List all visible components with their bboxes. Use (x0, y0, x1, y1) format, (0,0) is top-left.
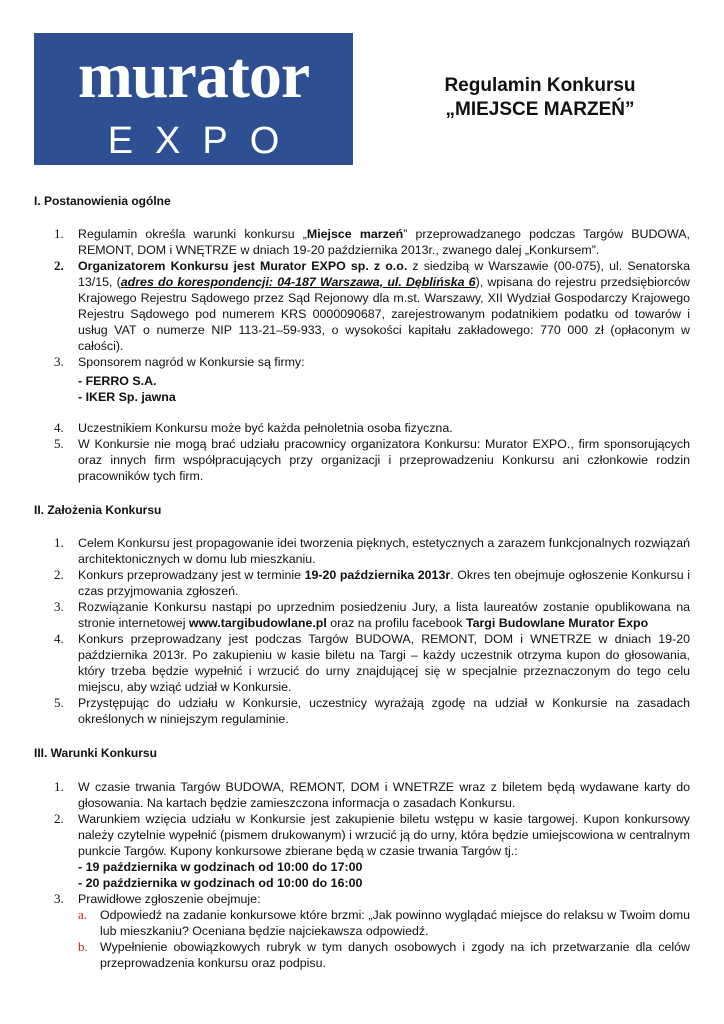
correspondence-address: adres do korespondencji: 04-187 Warszawa, ul. Dęblińska 6 (120, 275, 476, 289)
list-item: 5. Przystępując do udziału w Konkursie, uczestnicy wyrażają zgodę na udział w Konkursie na zasadach określonych w niniejszym regulaminie. (54, 695, 690, 726)
list-item: 4. Konkurs przeprowadzany jest podczas Targów BUDOWA, REMONT, DOM i WNETRZE w dniach 19-20 października 2013r. Po zakupieniu w kasie biletu na Targi – każdy uczestnik otrzyma kupon do głosowania, który trzeba będzie wypełnić i wrzucić do urny znajdującej się w specjalnie przeznaczonym do tego celu miejscu, aby wziąć udział w Konkursie. (54, 631, 690, 694)
list-item: 1. Regulamin określa warunki konkursu „Miejsce marzeń” przeprowadzanego podczas Targów BUDOWA, REMONT, DOM i WNĘTRZE w dniach 19-20 października 2013r., zwanego dalej „Konkursem”. (54, 226, 690, 257)
item-number: 1. (54, 226, 64, 241)
list-item: 5. W Konkursie nie mogą brać udziału pracownicy organizatora Konkursu: Murator EXPO., firm sponsorujących oraz innych firm współpracujących przy organizacji i przeprowadzeniu Konkursu ani członkowie rodzin pracowników tych firm. (54, 436, 690, 483)
facebook-profile-name: Targi Budowlane Murator Expo (465, 616, 649, 630)
sub-item-letter: b. (78, 939, 88, 954)
item-number: 2. (54, 811, 64, 826)
section-conditions-list (34, 779, 690, 971)
sponsor-list (78, 373, 176, 405)
item-number: 3. (54, 891, 64, 906)
list-item: 2. Organizatorem Konkursu jest Murator EXPO sp. z o.o. z siedzibą w Warszawie (00-075), ul. Senatorska 13/15, (adres do korespondencji: 04-187 Warszawa, ul. Dęblińska 6), wpisana do rejestru przedsiębiorców Krajowego Rejestru Sądowego przez Sąd Rejonowy dla m.st. Warszawy, XII Wydział Gospodarczy Krajowego Rejestru Sądowego pod numerem KRS 0000090687, zarejestrowanym podatnikiem podatku od towarów i usług VAT o numerze NIP 113-21–59-933, o wysokości kapitału zakładowego: 770 000 zł (opłaconym w całości). (54, 258, 691, 353)
list-item: 2. Konkurs przeprowadzany jest w terminie 19-20 października 2013r. Okres ten obejmuje ogłoszenie Konkursu i czas przyjmowania zgłoszeń. (54, 567, 690, 598)
list-item: 3. Sponsorem nagród w Konkursie są firmy: (54, 354, 305, 369)
item-number: 3. (54, 599, 64, 614)
murator-expo-logo (34, 33, 353, 165)
section-heading-conditions: III. Warunki Konkursu (34, 746, 157, 760)
list-item: 4. Uczestnikiem Konkursu może być każda pełnoletnia osoba fizyczna. (54, 420, 453, 435)
list-item: 1. W czasie trwania Targów BUDOWA, REMONT, DOM i WNETRZE wraz z biletem będą wydawane karty do głosowania. Na kartach będzie zamieszczona informacja o zasadach Konkursu. (54, 779, 690, 810)
sub-item-letter: a. (78, 907, 88, 922)
sub-list-item: a. Odpowiedź na zadanie konkursowe które brzmi: „Jak powinno wyglądać miejsce do relaksu w Twoim domu lub mieszkaniu? Oceniana będzie najciekawsza odpowiedź. (78, 907, 690, 938)
item-number: 4. (54, 631, 64, 646)
sub-list-item: b. Wypełnienie obowiązkowych rubryk w tym danych osobowych i zgody na ich przetwarzanie dla celów przeprowadzenia konkursu oraz podpisu. (78, 939, 690, 970)
list-item: 1. Celem Konkursu jest propagowanie idei tworzenia pięknych, estetycznych a zarazem funkcjonalnych rozwiązań architektonicznych w domu lub mieszkaniu. (54, 535, 690, 566)
list-item: 3. Prawidłowe zgłoszenie obejmuje: a. Odpowiedź na zadanie konkursowe które brzmi: „Jak powinno wyglądać miejsce do relaksu w Twoim domu lub mieszkaniu? Oceniana będzie najciekawsza odpowiedź. b. Wypełnienie obowiązkowych rubryk w tym danych osobowych i zgody na ich przetwarzanie dla celów przeprowadzenia konkursu oraz podpisu. (54, 891, 690, 970)
website-link[interactable]: www.targibudowlane.pl (188, 616, 327, 630)
logo-expo-text: EXPO (107, 120, 302, 162)
contest-name: „MIEJSCE MARZEŃ” (445, 99, 635, 120)
document-title: Regulamin Konkursu (444, 75, 636, 96)
item-number: 4. (54, 420, 64, 435)
item-number: 3. (54, 354, 64, 369)
section-heading-assumptions: II. Założenia Konkursu (34, 503, 162, 517)
item-number: 2. (54, 567, 64, 582)
item-number: 1. (54, 779, 64, 794)
item-number: 5. (54, 436, 64, 451)
section-general-list-continued (34, 420, 690, 484)
item-number: 5. (54, 695, 64, 710)
section-general-list (34, 226, 690, 370)
sponsor-iker: - IKER Sp. jawna (78, 390, 176, 404)
item-number: 1. (54, 535, 64, 550)
section-assumptions-list (34, 535, 690, 727)
date-hours-day1: - 19 października w godzinach od 10:00 do 17:00 (78, 860, 363, 874)
section-heading-general: I. Postanowienia ogólne (34, 194, 171, 208)
list-item: 3. Rozwiązanie Konkursu nastąpi po uprzednim posiedzeniu Jury, a lista laureatów zostanie opublikowana na stronie internetowej www.targibudowlane.pl oraz na profilu facebook Targi Budowlane Murator Expo (54, 599, 690, 630)
list-item: 2. Warunkiem wzięcia udziału w Konkursie jest zakupienie biletu wstępu w kasie targowej. Kupon konkursowy należy czytelnie wypełnić (pismem drukowanym) i wrzucić ją do urny, która będzie umiejscowiona w centralnym punkcie Targów. Kupony konkursowe zbierane będą w czasie trwania Targów tj.: - 19 października w godzinach od 10:00 do 17:00 - 20 października w godzinach od 10:00 do 16:00 (54, 811, 690, 890)
sponsor-ferro: - FERRO S.A. (78, 374, 157, 388)
logo-murator-text: murator (77, 39, 310, 112)
date-hours-day2: - 20 października w godzinach od 10:00 do 16:00 (78, 876, 363, 890)
item-number: 2. (54, 258, 64, 273)
